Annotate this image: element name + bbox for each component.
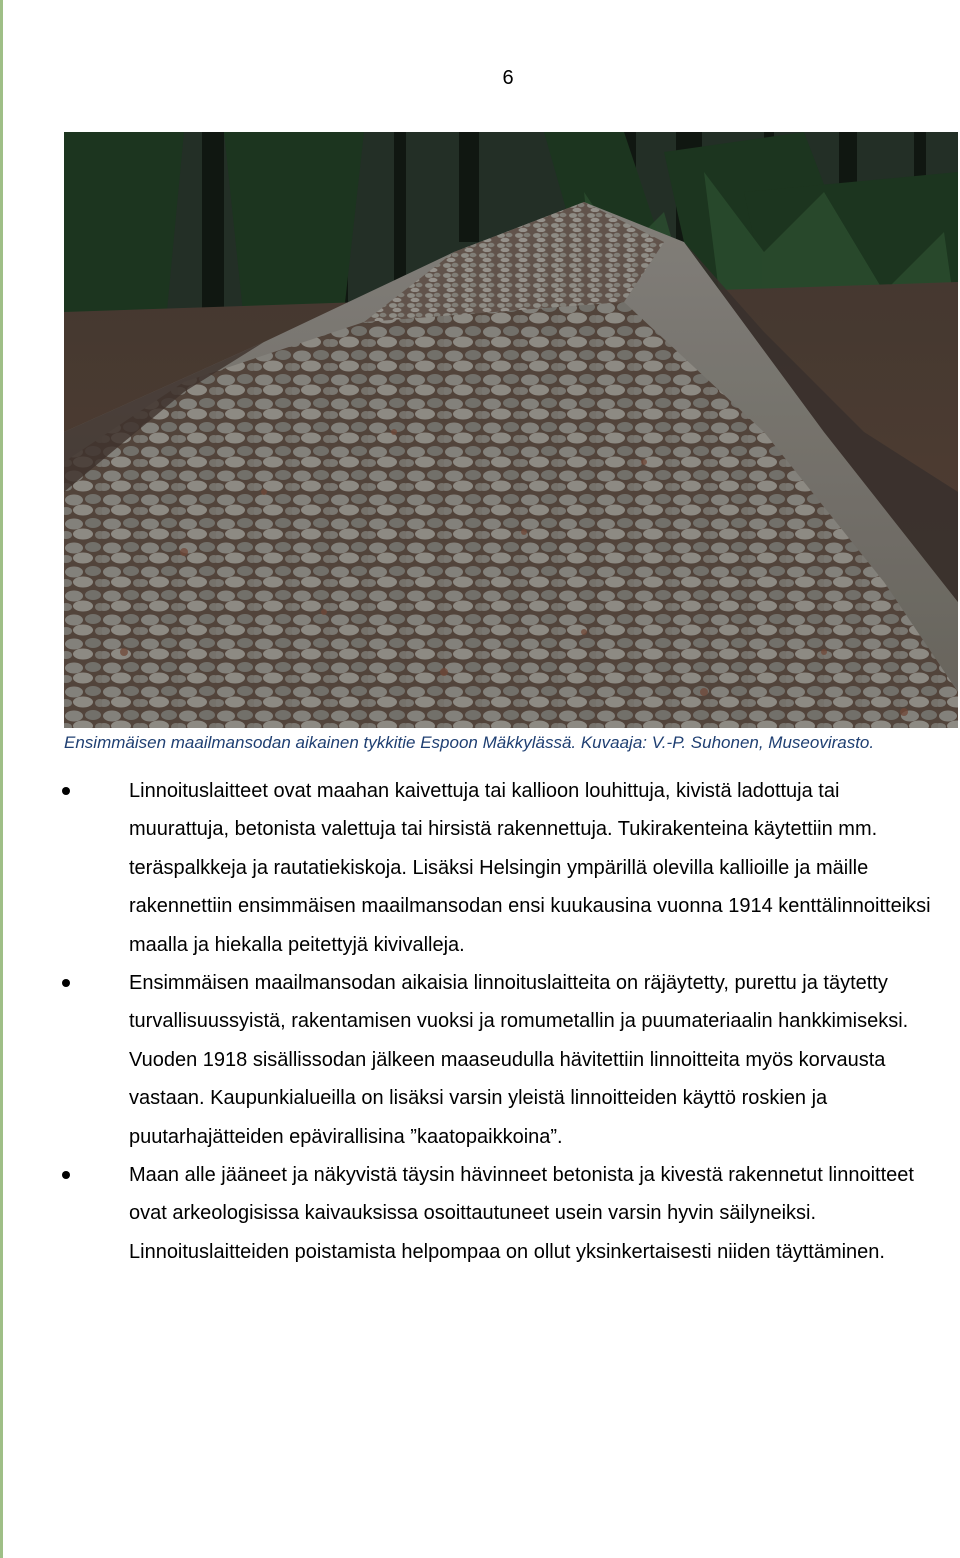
figure-caption: Ensimmäisen maailmansodan aikainen tykkitie Espoon Mäkkylässä. Kuvaaja: V.-P. Suhonen, Museovirasto.: [64, 733, 875, 752]
page-number: 6: [502, 67, 514, 89]
cobblestone-road-photo: [64, 132, 958, 728]
bullet-icon: [62, 1171, 70, 1179]
bullet-text: Ensimmäisen maailmansodan aikaisia linnoituslaitteita on räjäytetty, purettu ja täytetty turvallisuussyistä, rakentamisen vuoksi ja romumetallin ja puumateriaalin hankkimiseksi. Vuoden 1918 sisällissodan jälkeen maaseudulla hävitettiin linnoitteita myös korvausta vastaan. Kaupunkialueilla on lisäksi varsin yleistä linnoitteiden käyttö roskien ja puutarhajätteiden epävirallisina ”kaatopaikkoina”.: [129, 972, 909, 1148]
bullet-icon: [62, 979, 70, 987]
list-item: [0, 772, 944, 964]
list-item: [0, 1156, 944, 1271]
bullet-text: Linnoituslaitteet ovat maahan kaivettuja tai kallioon louhittuja, kivistä ladottuja tai muurattuja, betonista valettuja tai hirsistä rakennettuja. Tukirakenteina käytettiin mm. teräspalkkeja ja rautatiekiskoja. Lisäksi Helsingin ympärillä olevilla kallioille ja mäille rakennettiin ensimmäisen maailmansodan ensi kuukausina vuonna 1914 kenttälinnoitteiksi maalla ja hiekalla peitettyjä kivivalleja.: [129, 780, 931, 956]
photo-illustration: [64, 132, 958, 728]
bullet-icon: [62, 787, 70, 795]
list-item: [0, 964, 944, 1156]
bullet-text: Maan alle jääneet ja näkyvistä täysin hävinneet betonista ja kivestä rakennetut linnoitteet ovat arkeologisissa kaivauksissa osoittautuneet usein varsin hyvin säilyneiksi. Linnoituslaitteiden poistamista helpompaa on ollut yksinkertaisesti niiden täyttäminen.: [129, 1164, 914, 1263]
bullet-list: [0, 772, 960, 1271]
